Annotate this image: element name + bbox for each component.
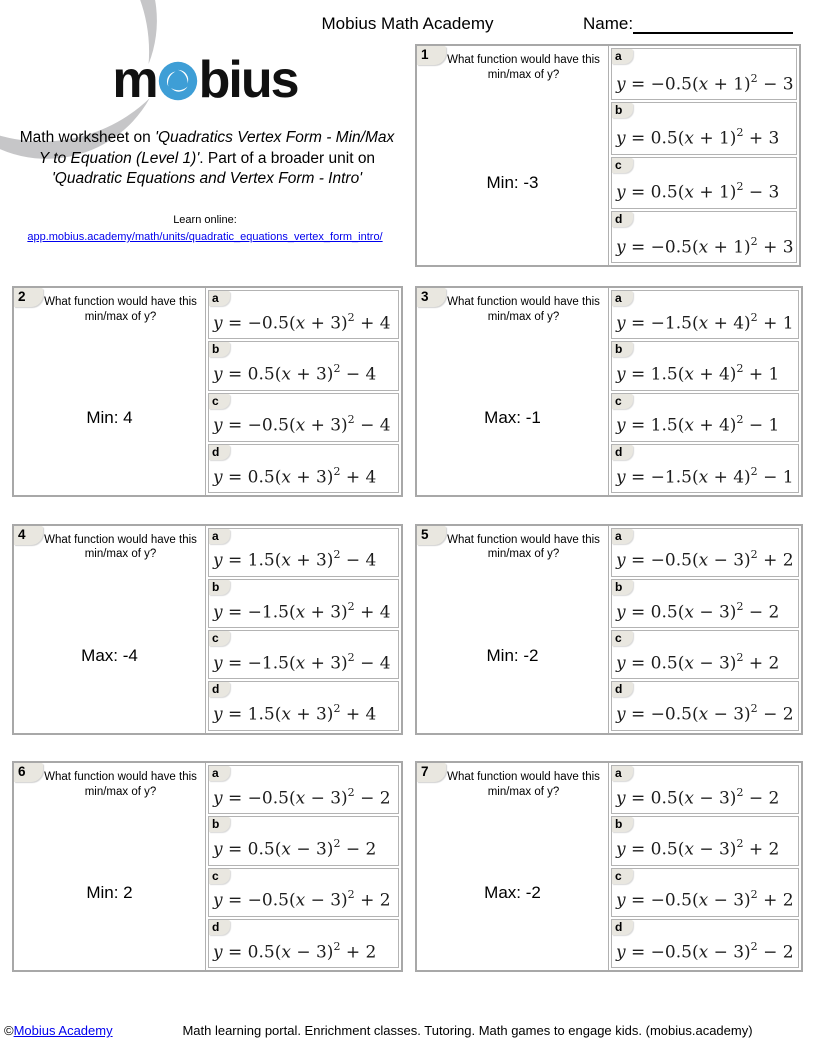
answer-option-b bbox=[208, 816, 399, 865]
answer-options bbox=[609, 763, 801, 970]
option-letter-badge: b bbox=[612, 817, 633, 832]
question-left-cell bbox=[417, 526, 609, 733]
option-equation: $y = 1.5(x + 3)^2 + 4$ bbox=[213, 702, 377, 725]
mobius-logo bbox=[0, 52, 410, 108]
footer-tagline: Math learning portal. Enrichment classes. Tutoring. Math games to engage kids. (mobius.academy) bbox=[182, 1023, 753, 1038]
answer-option-c bbox=[208, 393, 399, 442]
learn-online-label: Learn online: bbox=[173, 214, 237, 226]
question-minmax-value: Max: -4 bbox=[81, 645, 138, 665]
option-letter-badge: b bbox=[612, 342, 633, 357]
option-equation: $y = -0.5(x + 1)^2 + 3$ bbox=[616, 234, 794, 258]
question-number-badge: 4 bbox=[14, 526, 43, 545]
answer-option-c bbox=[611, 393, 799, 442]
option-equation: $y = 0.5(x - 3)^2 - 2$ bbox=[616, 785, 780, 809]
answer-option-a bbox=[208, 290, 399, 339]
answer-option-d bbox=[611, 211, 797, 263]
copyright-symbol: © bbox=[4, 1023, 14, 1038]
question-box bbox=[12, 761, 403, 972]
worksheet-topic: 'Quadratics Vertex Form - Min/Max Y to Equation (Level 1)' bbox=[38, 129, 395, 167]
option-equation: $y = -0.5(x + 1)^2 - 3$ bbox=[616, 71, 794, 95]
question-number-badge: 6 bbox=[14, 763, 43, 782]
mobius-academy-link[interactable]: Mobius Academy bbox=[13, 1023, 113, 1038]
answer-option-b bbox=[611, 579, 799, 628]
answer-option-d bbox=[208, 919, 399, 968]
answer-option-a bbox=[611, 290, 799, 339]
option-equation: $y = 0.5(x - 3)^2 + 2$ bbox=[616, 837, 780, 860]
question-prompt: What function would have this min/max of y? bbox=[447, 533, 600, 561]
question-minmax-value: Max: -1 bbox=[484, 408, 541, 428]
option-letter-badge: d bbox=[612, 682, 633, 697]
question-minmax-value: Min: 4 bbox=[86, 408, 133, 428]
option-letter-badge: d bbox=[612, 920, 633, 935]
option-letter-badge: b bbox=[612, 103, 633, 118]
option-equation: $y = -1.5(x + 3)^2 + 4$ bbox=[213, 599, 391, 623]
option-letter-badge: a bbox=[612, 291, 633, 306]
question-box bbox=[415, 524, 803, 735]
option-letter-badge: c bbox=[612, 394, 633, 409]
answer-option-b bbox=[611, 341, 799, 390]
question-number-badge: 2 bbox=[14, 288, 43, 307]
question-prompt: What function would have this min/max of y? bbox=[447, 54, 600, 81]
answer-option-d bbox=[611, 444, 799, 493]
option-equation: $y = -0.5(x - 3)^2 - 2$ bbox=[213, 785, 391, 809]
option-equation: $y = -0.5(x + 3)^2 + 4$ bbox=[213, 310, 391, 334]
option-letter-badge: b bbox=[612, 580, 633, 595]
questions-grid bbox=[12, 286, 803, 972]
answer-option-d bbox=[611, 919, 799, 968]
question-number-badge: 3 bbox=[417, 288, 446, 307]
option-equation: $y = 0.5(x + 3)^2 + 4$ bbox=[213, 464, 377, 488]
option-equation: $y = -0.5(x - 3)^2 + 2$ bbox=[616, 548, 794, 572]
option-equation: $y = 0.5(x - 3)^2 - 2$ bbox=[213, 837, 377, 860]
option-equation: $y = -0.5(x - 3)^2 - 2$ bbox=[616, 939, 794, 963]
footer-copyright bbox=[4, 1023, 113, 1038]
answer-option-b bbox=[208, 341, 399, 390]
name-field bbox=[583, 14, 793, 34]
option-letter-badge: c bbox=[209, 631, 230, 646]
question-left-cell bbox=[14, 763, 206, 970]
answer-option-a bbox=[208, 765, 399, 814]
option-equation: $y = -0.5(x - 3)^2 + 2$ bbox=[616, 888, 794, 912]
answer-options bbox=[609, 526, 801, 733]
answer-options bbox=[206, 288, 401, 495]
option-letter-badge: a bbox=[209, 766, 230, 781]
worksheet-description bbox=[14, 128, 400, 190]
question-box bbox=[415, 761, 803, 972]
unit-name: 'Quadratic Equations and Vertex Form - Intro' bbox=[51, 170, 363, 188]
question-left-cell bbox=[14, 288, 206, 495]
question-left-cell bbox=[417, 288, 609, 495]
question-minmax-value: Max: -2 bbox=[484, 883, 541, 903]
option-letter-badge: d bbox=[612, 445, 633, 460]
option-equation: $y = -1.5(x + 3)^2 - 4$ bbox=[213, 650, 391, 674]
option-equation: $y = 0.5(x - 3)^2 + 2$ bbox=[213, 939, 377, 963]
answer-option-c bbox=[208, 630, 399, 679]
answer-option-a bbox=[611, 528, 799, 577]
answer-option-d bbox=[208, 444, 399, 493]
option-letter-badge: b bbox=[209, 817, 230, 832]
option-letter-badge: a bbox=[612, 529, 633, 544]
question-prompt: What function would have this min/max of y? bbox=[447, 771, 600, 798]
logo-text-start: m bbox=[112, 51, 157, 109]
answer-option-c bbox=[611, 868, 799, 917]
option-equation: $y = -0.5(x - 3)^2 - 2$ bbox=[616, 702, 794, 725]
option-letter-badge: d bbox=[209, 920, 230, 935]
name-label: Name: bbox=[583, 14, 634, 33]
option-letter-badge: a bbox=[612, 49, 633, 64]
question-minmax-value: Min: -2 bbox=[486, 645, 539, 665]
option-equation: $y = -1.5(x + 4)^2 + 1$ bbox=[616, 310, 794, 334]
question-prompt: What function would have this min/max of y? bbox=[44, 296, 197, 323]
answer-option-c bbox=[208, 868, 399, 917]
answer-options bbox=[206, 763, 401, 970]
option-letter-badge: b bbox=[209, 580, 230, 595]
option-letter-badge: c bbox=[612, 158, 633, 173]
question-box bbox=[415, 44, 801, 267]
option-equation: $y = 1.5(x + 4)^2 - 1$ bbox=[616, 413, 780, 437]
answer-option-d bbox=[611, 681, 799, 730]
option-equation: $y = -0.5(x - 3)^2 + 2$ bbox=[213, 888, 391, 912]
question-number-badge: 5 bbox=[417, 526, 446, 545]
answer-options bbox=[206, 526, 401, 733]
option-letter-badge: d bbox=[612, 212, 633, 227]
answer-option-d bbox=[208, 681, 399, 730]
question-left-cell bbox=[14, 526, 206, 733]
option-equation: $y = 0.5(x + 1)^2 + 3$ bbox=[616, 126, 780, 149]
mobius-o-icon bbox=[158, 61, 198, 101]
option-letter-badge: c bbox=[209, 394, 230, 409]
question-minmax-value: Min: -3 bbox=[486, 173, 539, 193]
question-number-badge: 1 bbox=[417, 46, 446, 65]
answer-option-c bbox=[611, 157, 797, 209]
question-left-cell bbox=[417, 763, 609, 970]
answer-option-b bbox=[208, 579, 399, 628]
answer-option-a bbox=[208, 528, 399, 577]
question-box bbox=[12, 286, 403, 497]
option-letter-badge: c bbox=[612, 869, 633, 884]
option-letter-badge: d bbox=[209, 445, 230, 460]
option-equation: $y = 1.5(x + 3)^2 - 4$ bbox=[213, 548, 377, 572]
option-letter-badge: c bbox=[612, 631, 633, 646]
option-equation: $y = -0.5(x + 3)^2 - 4$ bbox=[213, 413, 391, 437]
answer-options bbox=[609, 288, 801, 495]
answer-option-b bbox=[611, 102, 797, 154]
option-equation: $y = 0.5(x + 3)^2 - 4$ bbox=[213, 362, 377, 385]
question-box bbox=[12, 524, 403, 735]
logo-text-end: bius bbox=[198, 51, 298, 109]
option-equation: $y = -1.5(x + 4)^2 - 1$ bbox=[616, 464, 794, 488]
question-minmax-value: Min: 2 bbox=[86, 883, 133, 903]
question-prompt: What function would have this min/max of y? bbox=[447, 296, 600, 323]
question-number-badge: 7 bbox=[417, 763, 446, 782]
option-equation: $y = 0.5(x + 1)^2 - 3$ bbox=[616, 180, 780, 204]
option-letter-badge: a bbox=[209, 529, 230, 544]
answer-option-b bbox=[611, 816, 799, 865]
option-letter-badge: b bbox=[209, 342, 230, 357]
option-equation: $y = 0.5(x - 3)^2 - 2$ bbox=[616, 599, 780, 623]
option-letter-badge: a bbox=[612, 766, 633, 781]
answer-option-a bbox=[611, 48, 797, 100]
question-prompt: What function would have this min/max of y? bbox=[44, 533, 197, 561]
question-box bbox=[415, 286, 803, 497]
question-left-cell bbox=[417, 46, 609, 265]
description-text: Math worksheet on bbox=[19, 129, 155, 146]
learn-online-link[interactable]: app.mobius.academy/math/units/quadratic_equations_vertex_form_intro/ bbox=[27, 231, 383, 243]
option-equation: $y = 0.5(x - 3)^2 + 2$ bbox=[616, 650, 780, 674]
page-title: Mobius Math Academy bbox=[321, 14, 494, 33]
description-text: . Part of a broader unit on bbox=[199, 149, 376, 167]
option-equation: $y = 1.5(x + 4)^2 + 1$ bbox=[616, 362, 780, 385]
option-letter-badge: d bbox=[209, 682, 230, 697]
name-blank-line bbox=[633, 14, 793, 34]
answer-option-c bbox=[611, 630, 799, 679]
option-letter-badge: a bbox=[209, 291, 230, 306]
option-letter-badge: c bbox=[209, 869, 230, 884]
question-prompt: What function would have this min/max of y? bbox=[44, 771, 197, 798]
answer-options bbox=[609, 46, 799, 265]
answer-option-a bbox=[611, 765, 799, 814]
